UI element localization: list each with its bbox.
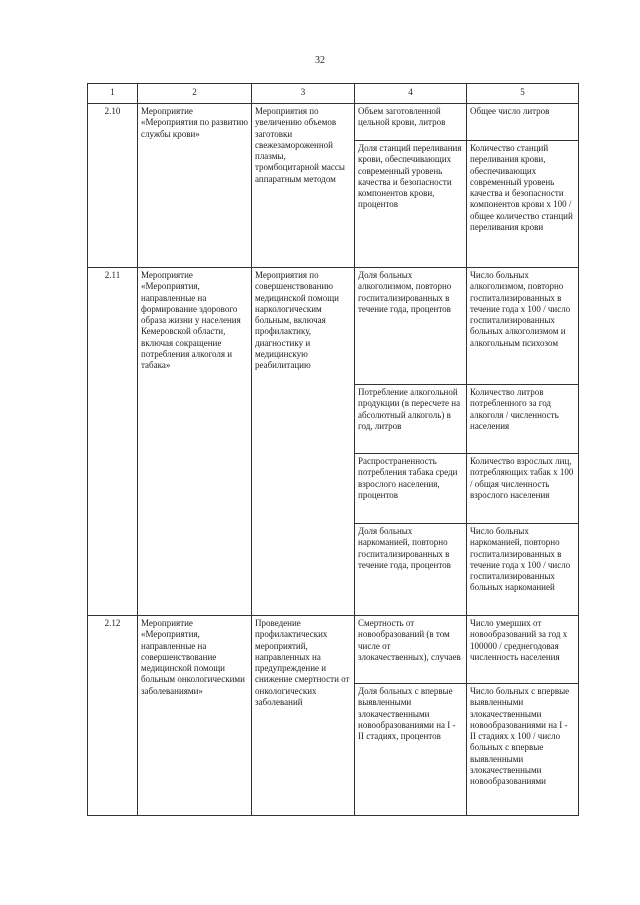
indicator-names [355, 268, 467, 616]
indicator-calcs [467, 616, 579, 816]
page-number: 32 [315, 55, 325, 66]
indicator-name: Доля станций переливания крови, обеспечивающих современный уровень качества и безопасности компонентов крови, процентов [355, 140, 466, 267]
event-content: Мероприятия по совершенствованию медицинской помощи наркологическим больным, включая профилактику, диагностику и медицинскую реабилитацию [252, 268, 355, 616]
indicator-calc: Число умерших от новообразований за год x 100000 / среднегодовая численность населения [470, 618, 568, 662]
column-header: 5 [467, 84, 579, 104]
indicator-calc: Количество взрослых лиц, потребляющих табак x 100 / общая численность взрослого населения [467, 453, 578, 523]
row-number: 2.12 [88, 616, 138, 816]
event-content: Проведение профилактических мероприятий, направленных на предупреждение и снижение смертности от онкологических заболеваний [252, 616, 355, 816]
indicator-calc: Число больных с впервые выявленными злокачественными новообразованиями на I - II стадиях x 100 / число больных с впервые выявленными злокачественными новообразованиями [467, 683, 578, 815]
table-header-row [88, 84, 579, 104]
table-row [88, 616, 579, 816]
indicator-name: Доля больных с впервые выявленными злокачественными новообразованиями на I - II стадиях, процентов [355, 683, 466, 815]
indicator-names [355, 104, 467, 268]
event-name: Мероприятие «Мероприятия, направленные на совершенствование медицинской помощи больным онкологическими заболеваниями» [138, 616, 252, 816]
event-content: Мероприятия по увеличению объемов заготовки свежезамороженной плазмы, тромбоцитарной массы аппаратным методом [252, 104, 355, 268]
indicator-name: Доля больных наркоманией, повторно госпитализированных в течение года, процентов [355, 523, 466, 615]
indicator-calcs [467, 268, 579, 616]
row-number: 2.10 [88, 104, 138, 268]
indicator-calc: Число больных наркоманией, повторно госпитализированных в течение года x 100 / число госпитализированных больных наркоманией [467, 523, 578, 615]
indicator-calc: Число больных алкоголизмом, повторно госпитализированных в течение года x 100 / число госпитализированных больных алкоголизмом и алкогольным психозом [470, 270, 571, 348]
column-header: 4 [355, 84, 467, 104]
indicator-calcs [467, 104, 579, 268]
column-header: 3 [252, 84, 355, 104]
event-name: Мероприятие «Мероприятия по развитию службы крови» [138, 104, 252, 268]
indicator-calc: Количество литров потребленного за год алкоголя / численность населения [467, 384, 578, 453]
indicator-name: Распространенность потребления табака среди взрослого населения, процентов [355, 453, 466, 523]
event-name: Мероприятие «Мероприятия, направленные на формирование здорового образа жизни у населения Кемеровской области, включая сокращение потребления алкоголя и табака» [138, 268, 252, 616]
row-number: 2.11 [88, 268, 138, 616]
indicator-names [355, 616, 467, 816]
indicator-name: Смертность от новообразований (в том числе от злокачественных), случаев [358, 618, 461, 662]
indicator-calc: Общее число литров [470, 106, 550, 116]
indicator-name: Объем заготовленной цельной крови, литров [358, 106, 446, 128]
indicator-calc: Количество станций переливания крови, обеспечивающих современный уровень качества и безопасности компонентов крови x 100 / общее количество станций переливания крови [467, 140, 578, 267]
indicator-name: Потребление алкогольной продукции (в пересчете на абсолютный алкоголь) в год, литров [355, 384, 466, 453]
column-header: 1 [88, 84, 138, 104]
table-row [88, 104, 579, 268]
indicator-name: Доля больных алкоголизмом, повторно госпитализированных в течение года, процентов [358, 270, 452, 314]
table-row [88, 268, 579, 616]
column-header: 2 [138, 84, 252, 104]
indicators-table [87, 83, 579, 816]
